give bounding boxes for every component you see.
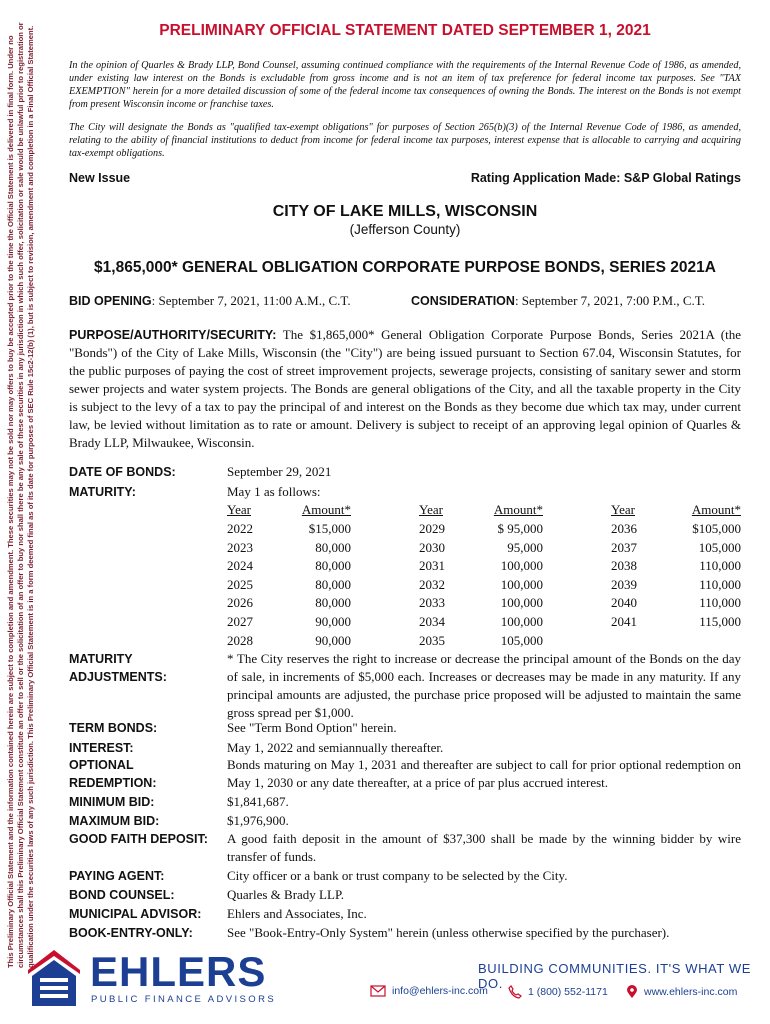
year-header: Year (419, 502, 443, 517)
maturity-year: 2036 (611, 521, 637, 536)
city-title: CITY OF LAKE MILLS, WISCONSIN (272, 203, 538, 220)
interest-value: May 1, 2022 and semiannually thereafter. (227, 740, 444, 755)
maturity-amount: 100,000 (500, 613, 543, 629)
maturity-adjustments-label-line2: ADJUSTMENTS: (69, 670, 167, 684)
maturity-row (419, 613, 543, 632)
maturity-row (227, 557, 351, 576)
tax-exemption-paragraph: In the opinion of Quarles & Brady LLP, Bond Counsel, assuming continued compliance with the requirements of the Internal Revenue Code of 1986, as amended, under existing law interest on the Bonds is excludable from gross income and is not an item of tax preference for federal income tax purposes. See "TAX EXEMPTION" herein for a more detailed discussion of some of the federal income tax consequences of owning the Bonds. The interest on the Bonds is not exempt from present Wisconsin income or franchise taxes. (69, 60, 741, 110)
maturity-row (611, 613, 741, 632)
maturity-row (227, 632, 351, 651)
maturity-year: 2031 (419, 558, 445, 574)
maturity-year: 2033 (419, 595, 445, 611)
preliminary-disclaimer: This Preliminary Official Statement and the information contained herein are subject to completion and amendment. These securities may not be sold nor may offers to buy be accepted prior to the time the Official Statement is delivered in final form. Under no circumstances shall this Preliminary Official Statement constitute an offer to sell or the solicitation of an offer to buy nor shall there be any sale of these securities in any jurisdiction in which such offer, solicitation or sale would be unlawful prior to registration or qualification under the securities laws of any such jurisdiction. This Preliminary Official Statement is in a form deemed final as of its date for purposes of SEC Rule 15c2-12(b) (1), but is subject to revision, amendment and completion in a Final Official Statement. (6, 22, 35, 968)
rating-label: Rating Application Made: S&P Global Ratings (470, 171, 741, 185)
maturity-year: 2023 (227, 539, 253, 555)
minimum-bid-value: $1,841,687. (227, 794, 289, 809)
maturity-year: 2034 (419, 613, 445, 629)
qualified-obligation-paragraph: The City will designate the Bonds as "qualified tax-exempt obligations" for purposes of Section 265(b)(3) of the Internal Revenue Code of 1986, as amended, relating to the ability of financial institutions to deduct from income for federal income tax purposes, interest expense that is allocable to carrying and acquiring tax-exempt obligations. (69, 122, 741, 159)
maturity-amount: 100,000 (500, 576, 543, 592)
maturity-amount: 90,000 (315, 613, 351, 629)
amount-header: Amount* (691, 502, 741, 517)
maturity-row (419, 576, 543, 595)
document-header: PRELIMINARY OFFICIAL STATEMENT DATED SEPTEMBER 1, 2021 (159, 22, 651, 39)
term-bonds-label: TERM BONDS: (69, 721, 158, 735)
maturity-amount: $ 95,000 (497, 521, 543, 536)
maturity-amount: 105,000 (500, 632, 543, 648)
maturity-header (611, 502, 741, 520)
maturity-year: 2022 (227, 521, 253, 536)
optional-redemption-label (69, 756, 157, 792)
email-contact[interactable] (370, 985, 488, 997)
good-faith-value: A good faith deposit in the amount of $37,300 shall be made by the winning bidder by wire transfer of funds. (227, 831, 741, 864)
maturity-amount: $105,000 (692, 521, 741, 536)
amount-header: Amount* (301, 502, 351, 517)
maturity-value: May 1 as follows: (227, 484, 321, 499)
maturity-row (419, 539, 543, 558)
maturity-amount: 110,000 (699, 595, 741, 611)
website-text: www.ehlers-inc.com (644, 986, 738, 998)
maturity-year: 2027 (227, 613, 253, 629)
date-of-bonds-value: September 29, 2021 (227, 464, 332, 479)
maturity-amount: 80,000 (315, 595, 351, 611)
phone-icon (508, 985, 522, 999)
maturity-year: 2025 (227, 576, 253, 592)
maturity-year: 2032 (419, 576, 445, 592)
maturity-amount: 90,000 (315, 632, 351, 648)
maximum-bid-label: MAXIMUM BID: (69, 814, 160, 828)
maturity-row (419, 632, 543, 651)
purpose-paragraph (69, 326, 741, 452)
year-header: Year (611, 502, 635, 517)
minimum-bid-label: MINIMUM BID: (69, 795, 155, 809)
logo-subtitle: PUBLIC FINANCE ADVISORS (91, 994, 277, 1005)
maturity-row (419, 557, 543, 576)
maturity-row (227, 576, 351, 595)
municipal-advisor-value: Ehlers and Associates, Inc. (227, 906, 367, 921)
maturity-year: 2028 (227, 632, 253, 648)
maturity-row (227, 520, 351, 539)
maturity-year: 2029 (419, 521, 445, 536)
logo-wordmark: EHLERS (90, 948, 267, 995)
maturity-amount: 110,000 (699, 558, 741, 574)
maturity-amount: 80,000 (315, 576, 351, 592)
maturity-row (419, 594, 543, 613)
maturity-year: 2038 (611, 558, 637, 574)
email-text: info@ehlers-inc.com (392, 985, 488, 997)
maturity-amount: 100,000 (500, 595, 543, 611)
maturity-adjustments-value: * The City reserves the right to increase or decrease the principal amount of the Bonds on the day of sale, in increments of $5,000 each. Increases or decreases may be made in any maturity. If any principal amounts are adjusted, the purchase price proposed will be adjusted to maintain the same gross spread per $1,000. (227, 651, 741, 720)
maturity-adjustments-label (69, 650, 167, 686)
paying-agent-label: PAYING AGENT: (69, 869, 165, 883)
maturity-row (227, 539, 351, 558)
optional-redemption-value: Bonds maturing on May 1, 2031 and thereafter are subject to call for prior optional redemption on May 1, 2030 or any date thereafter, at a price of par plus accrued interest. (227, 757, 741, 790)
location-pin-icon (626, 985, 638, 999)
footer (0, 945, 770, 1024)
maturity-amount: 95,000 (507, 539, 543, 555)
date-of-bonds-label: DATE OF BONDS: (69, 465, 176, 479)
phone-text: 1 (800) 552-1171 (528, 986, 608, 998)
maturity-year: 2039 (611, 576, 637, 592)
maturity-row (611, 520, 741, 539)
maturity-amount: 80,000 (315, 539, 351, 555)
good-faith-label: GOOD FAITH DEPOSIT: (69, 832, 208, 846)
maturity-year: 2026 (227, 595, 253, 611)
maturity-amount: 100,000 (500, 558, 543, 574)
bond-title: $1,865,000* GENERAL OBLIGATION CORPORATE PURPOSE BONDS, SERIES 2021A (94, 259, 716, 276)
maturity-row (611, 594, 741, 613)
county-subtitle: (Jefferson County) (349, 222, 461, 237)
maturity-header (227, 502, 351, 520)
maturity-row (611, 539, 741, 558)
maturity-header (419, 502, 543, 520)
maturity-year: 2040 (611, 595, 637, 611)
purpose-text: The $1,865,000* General Obligation Corporate Purpose Bonds, Series 2021A (the "Bonds") of the City of Lake Mills, Wisconsin (the "City") are being issued pursuant to Section 67.04, Wisconsin Statutes, for the public purposes of paying the cost of street improvement projects, sewerage projects, consisting of sanitary sewer and storm sewer projects and water system projects. The Bonds are general obligations of the City, and all the taxable property in the City is subject to the levy of a tax to pay the principal of and interest on the Bonds as they become due which tax may, under current law, be levied without limitation as to rate or amount. Delivery is subject to receipt of an approving legal opinion of Quarles & Brady LLP, Milwaukee, Wisconsin. (69, 327, 741, 450)
maturity-row (227, 594, 351, 613)
maturity-column (227, 502, 351, 650)
bond-counsel-label: BOND COUNSEL: (69, 888, 175, 902)
book-entry-only-value: See "Book-Entry-Only System" herein (unless otherwise specified by the purchaser). (227, 925, 670, 940)
maturity-row (611, 557, 741, 576)
bid-opening (69, 293, 351, 309)
ehlers-logo-icon (26, 948, 82, 1008)
new-issue-label: New Issue (69, 171, 131, 185)
envelope-icon (370, 985, 386, 997)
maturity-label: MATURITY: (69, 485, 136, 499)
maturity-column (611, 502, 741, 632)
maturity-row (419, 520, 543, 539)
maturity-year: 2030 (419, 539, 445, 555)
year-header: Year (227, 502, 251, 517)
term-bonds-value: See "Term Bond Option" herein. (227, 720, 397, 735)
bid-opening-label: BID OPENING (69, 294, 152, 308)
maturity-amount: 110,000 (699, 576, 741, 592)
website-contact[interactable] (626, 985, 737, 999)
maturity-row (611, 576, 741, 595)
amount-header: Amount* (493, 502, 543, 517)
phone-contact[interactable] (508, 985, 608, 999)
consideration-value: : September 7, 2021, 7:00 P.M., C.T. (514, 293, 705, 308)
maturity-year: 2024 (227, 558, 253, 574)
bond-counsel-value: Quarles & Brady LLP. (227, 887, 344, 902)
maturity-amount: 105,000 (698, 539, 741, 555)
purpose-label: PURPOSE/AUTHORITY/SECURITY: (69, 328, 277, 342)
maturity-year: 2035 (419, 632, 445, 648)
book-entry-only-label: BOOK-ENTRY-ONLY: (69, 926, 193, 940)
bid-opening-value: : September 7, 2021, 11:00 A.M., C.T. (151, 293, 351, 308)
maturity-adjustments-label-line1: MATURITY (69, 652, 133, 666)
maturity-amount: $15,000 (308, 521, 351, 536)
maturity-amount: 115,000 (699, 613, 741, 629)
tagline: BUILDING COMMUNITIES. IT'S WHAT WE DO. (478, 961, 752, 991)
paying-agent-value: City officer or a bank or trust company to be selected by the City. (227, 868, 568, 883)
maximum-bid-value: $1,976,900. (227, 813, 289, 828)
optional-redemption-label-line2: REDEMPTION: (69, 776, 157, 790)
consideration (411, 293, 705, 309)
optional-redemption-label-line1: OPTIONAL (69, 758, 134, 772)
maturity-amount: 80,000 (315, 558, 351, 574)
maturity-row (227, 613, 351, 632)
consideration-label: CONSIDERATION (411, 294, 515, 308)
municipal-advisor-label: MUNICIPAL ADVISOR: (69, 907, 202, 921)
maturity-year: 2037 (611, 539, 637, 555)
interest-label: INTEREST: (69, 741, 134, 755)
maturity-column (419, 502, 543, 650)
maturity-year: 2041 (611, 613, 637, 629)
